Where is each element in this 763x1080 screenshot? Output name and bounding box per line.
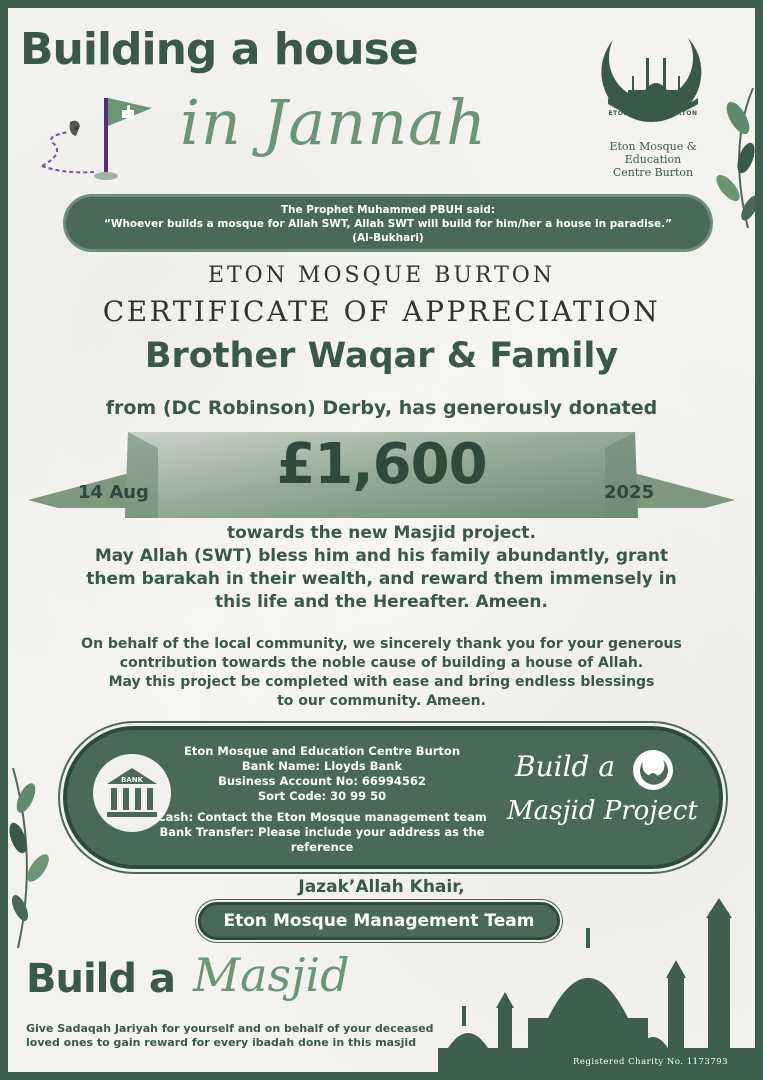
build-a-label: Build a — [515, 750, 616, 783]
flag-icon — [34, 94, 154, 189]
sadaqah-line-1: Give Sadaqah Jariyah for yourself and on behalf of your deceased — [26, 1022, 434, 1035]
donor-name: Brother Waqar & Family — [144, 336, 619, 376]
message-line-4: this life and the Hereafter. Ameen. — [215, 592, 548, 612]
sadaqah-note — [26, 1022, 486, 1050]
bank-text-block — [127, 744, 517, 855]
hadith-banner — [63, 194, 713, 252]
logo-caption-line-2: Centre Burton — [612, 166, 694, 179]
message-line-2: May Allah (SWT) bless him and his family abundantly, grant — [94, 546, 669, 566]
title-line-1: Building a house — [20, 24, 418, 75]
charity-number: Registered Charity No. 1173793 — [573, 1057, 729, 1067]
date-day-month: 14 Aug — [78, 482, 149, 503]
closing-greeting: Jazak’Allah Khair, — [298, 877, 465, 897]
mosque-silhouette — [438, 898, 755, 1072]
thanks-line-2: contribution towards the noble cause of building a house of Allah. — [119, 655, 644, 671]
thanks-line-3: May this project be completed with ease and bring endless blessings — [108, 674, 655, 690]
mosque-name: ETON MOSQUE BURTON — [207, 263, 556, 288]
management-team-badge: Eton Mosque Management Team — [198, 902, 560, 940]
hadith-line-1: The Prophet Muhammed PBUH said: — [280, 204, 496, 216]
hadith-line-3: (Al-Bukhari) — [352, 232, 424, 244]
title-line-2: in Jannah — [180, 86, 488, 159]
date-year: 2025 — [604, 482, 655, 503]
hadith-line-2: “Whoever builds a mosque for Allah SWT, Allah SWT will build for him/her a house in paradise.” — [103, 218, 673, 230]
bank-sort-code: Sort Code: 30 99 50 — [257, 789, 387, 803]
bank-icon-label: BANK — [120, 776, 144, 784]
certificate-title: CERTIFICATE OF APPRECIATION — [102, 295, 661, 328]
logo-ring-text: ETON MOSQUE BURTON — [608, 110, 698, 117]
leaves-decoration-left — [8, 768, 68, 948]
masjid-project-label: Masjid Project — [507, 796, 698, 826]
donor-location: from (DC Robinson) Derby, has generously donated — [105, 397, 658, 419]
sadaqah-line-2: loved ones to gain reward for every ibadah done in this masjid — [26, 1036, 417, 1049]
bank-details-panel — [63, 726, 723, 869]
masjid-footer: Masjid — [193, 948, 350, 1002]
message-line-1: towards the new Masjid project. — [226, 523, 536, 543]
thanks-message — [28, 635, 735, 711]
build-a-footer: Build a — [26, 956, 175, 1002]
bank-transfer: Bank Transfer: Please include your address as the reference — [159, 825, 485, 854]
thanks-line-4: to our community. Ameen. — [277, 693, 486, 709]
bank-cash: Cash: Contact the Eton Mosque management team — [157, 810, 487, 824]
bank-org: Eton Mosque and Education Centre Burton — [183, 744, 461, 758]
bank-name: Bank Name: Lloyds Bank — [241, 759, 403, 773]
thanks-line-1: On behalf of the local community, we sincerely thank you for your generous — [81, 636, 682, 652]
donation-amount: £1,600 — [276, 432, 487, 497]
mini-mosque-icon — [633, 750, 673, 790]
certificate-page — [8, 8, 755, 1072]
logo-caption-line-1: Eton Mosque & Education — [609, 140, 697, 166]
bank-account: Business Account No: 66994562 — [218, 774, 426, 788]
message-line-3: them barakah in their wealth, and reward them immensely in — [86, 569, 677, 589]
blessing-message — [48, 522, 715, 614]
